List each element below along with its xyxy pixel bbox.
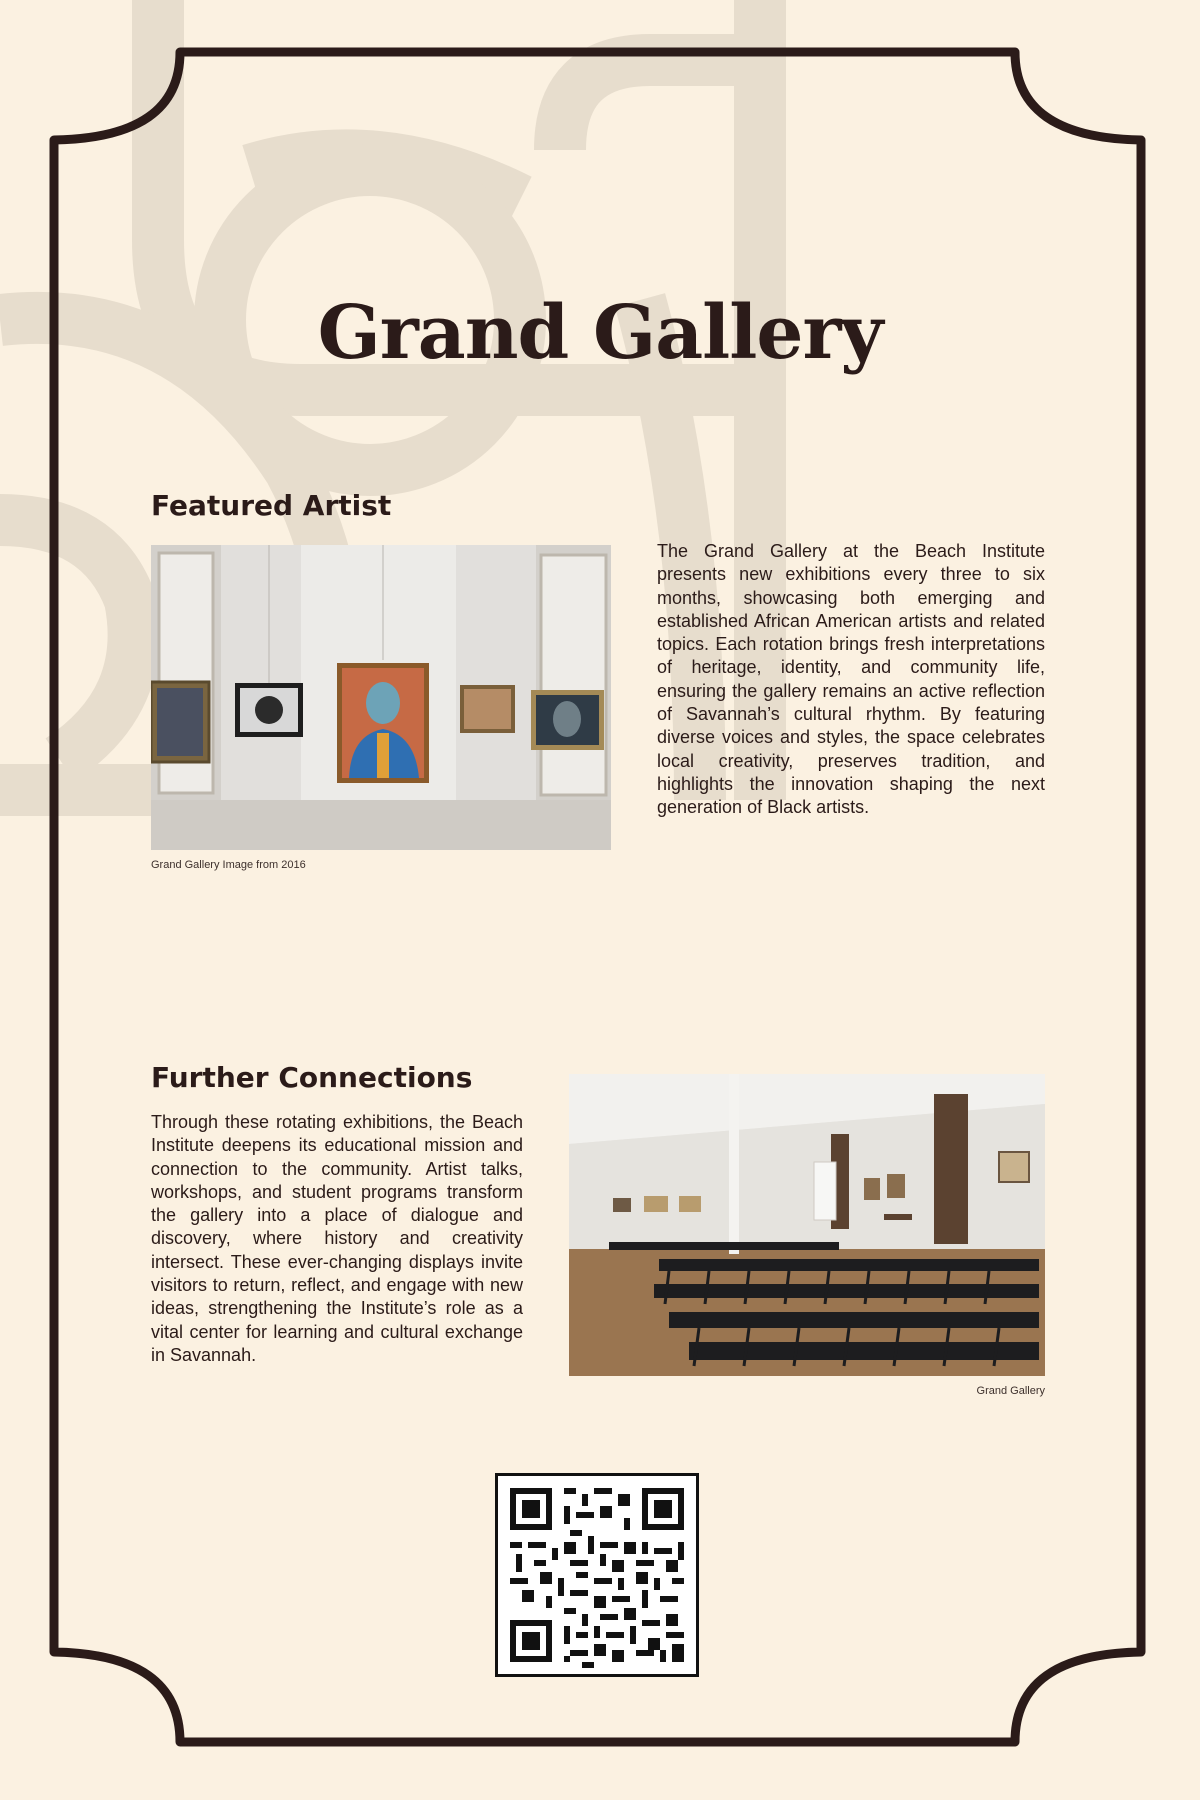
page-title: Grand Gallery xyxy=(317,290,883,376)
featured-artist-heading: Featured Artist xyxy=(151,489,392,522)
gallery-room-photo xyxy=(569,1074,1045,1376)
qr-code[interactable] xyxy=(495,1473,699,1677)
further-connections-body: Through these rotating exhibitions, the Beach Institute deepens its educational mission and connection to the community. Artist talks, workshops, and student programs transform the gallery into a place of dialogue and discovery, where history and creativity intersect. These ever-changing displays invite visitors to return, reflect, and engage with new ideas, strengthening the Institute’s role as a vital center for learning and cultural exchange in Savannah. xyxy=(151,1112,523,1365)
featured-image-caption: Grand Gallery Image from 2016 xyxy=(151,859,306,871)
further-connections-heading: Further Connections xyxy=(151,1061,473,1094)
gallery-photo-2016 xyxy=(151,545,611,850)
room-image-caption: Grand Gallery xyxy=(976,1385,1045,1397)
featured-artist-body: The Grand Gallery at the Beach Institute presents new exhibitions every three to six months, showcasing both emerging and established African American artists and related topics. Each rotation brings fresh interpretations of heritage, identity, and community life, ensuring the gallery remains an active reflection of Savannah’s cultural rhythm. By featuring diverse voices and styles, the space celebrates local creativity, preserves tradition, and highlights the innovation shaping the next generation of Black artists. xyxy=(657,541,1045,818)
